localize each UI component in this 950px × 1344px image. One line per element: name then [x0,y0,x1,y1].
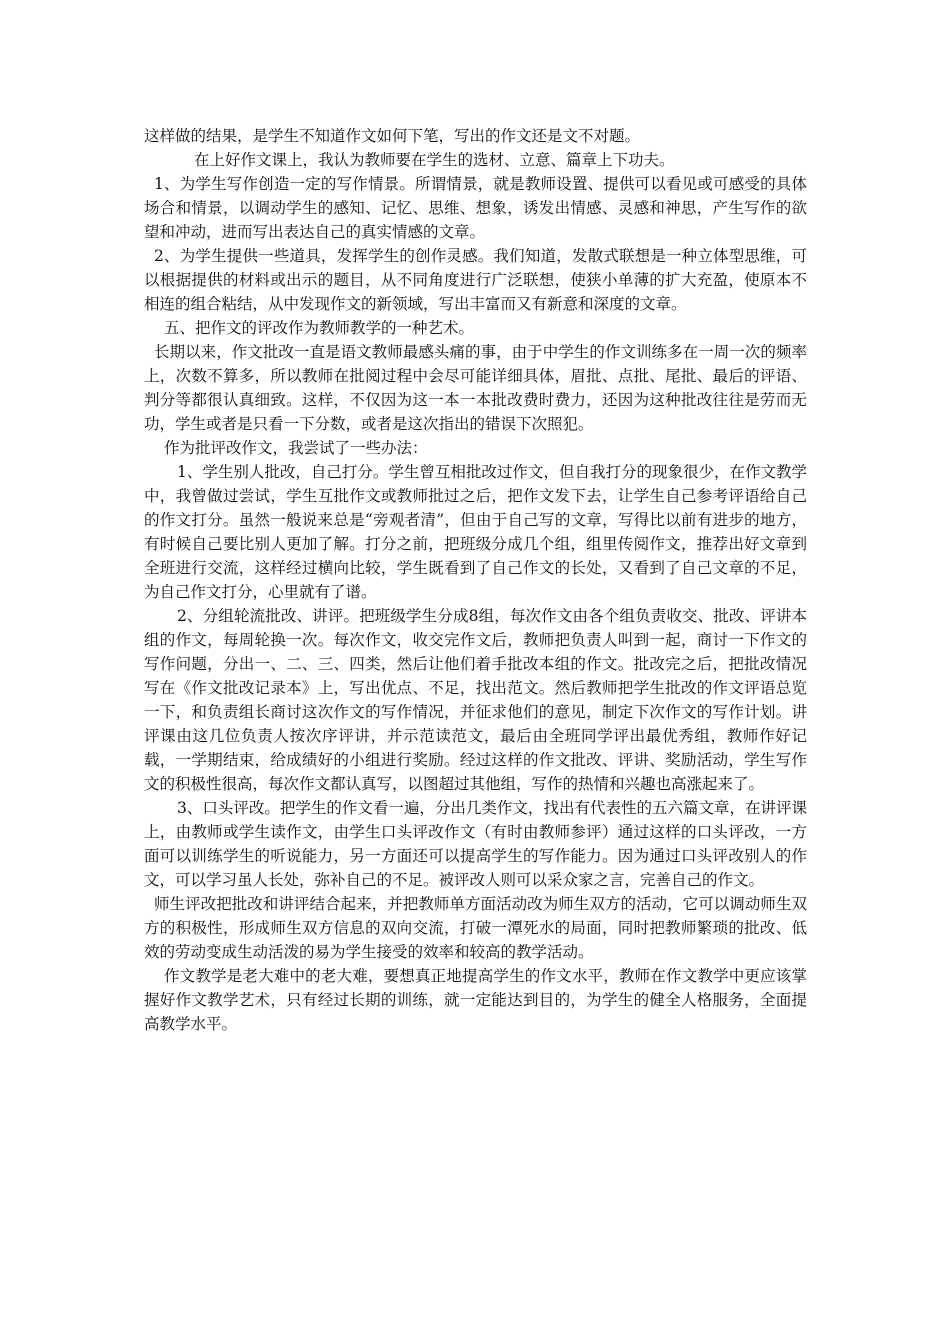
paragraph-2: 在上好作文课上，我认为教师要在学生的选材、立意、篇章上下功夫。 [194,151,675,169]
paragraph-9: 2、分组轮流批改、讲评。把班级学生分成8组，每次作文由各个组负责收交、批改、评讲本组的作文，每周轮换一次。每次作文，收交完作文后，教师把负责人叫到一起，商讨一下作文的写作问题，分出一、二、三、四类，然后让他们着手批改本组的作文。批改完之后，把批改情况写在《作文批改记录本》上，写出优点、不足，找出范文。然后教师把学生批改的作文评语总览一下，和负责组长商讨这次作文的写作情况，并征求他们的意见，制定下次作文的写作计划。讲评课由这几位负责人按次序评讲，并示范读范文，最后由全班同学评出最优秀组，教师作好记载，一学期结束，给成绩好的小组进行奖励。经过这样的作文批改、评讲、奖励活动，学生写作文的积极性很高，每次作文都认真写，以图超过其他组，写作的热情和兴趣也高涨起来了。 [144,607,807,793]
paragraph-3: 1、为学生写作创造一定的写作情景。所谓情景，就是教师设置、提供可以看见或可感受的具体场合和情景，以调动学生的感知、记忆、思维、想象，诱发出情感、灵感和神思，产生写作的欲望和冲动，进而写出表达自己的真实情感的文章。 [144,175,807,241]
paragraph-8: 1、学生别人批改，自己打分。学生曾互相批改过作文，但自我打分的现象很少，在作文教学中，我曾做过尝试，学生互批作文或教师批过之后，把作文发下去，让学生自己参考评语给自己的作文打分。虽然一般说来总是“旁观者清”，但由于自己写的文章，写得比以前有进步的地方，有时候自己要比别人更加了解。打分之前，把班级分成几个组，组里传阅作文，推荐出好文章到全班进行交流，这样经过横向比较，学生既看到了自己作文的长处，又看到了自己文章的不足，为自己作文打分，心里就有了谱。 [144,463,807,601]
document-body [144,124,807,1036]
paragraph-10: 3、口头评改。把学生的作文看一遍，分出几类作文，找出有代表性的五六篇文章，在讲评课上，由教师或学生读作文，由学生口头评改作文（有时由教师参评）通过这样的口头评改，一方面可以训练学生的听说能力，另一方面还可以提高学生的写作能力。因为通过口头评改别人的作文，可以学习虽人长处，弥补自己的不足。被评改人则可以采众家之言，完善自己的作文。 [144,799,807,889]
section-heading-five: 五、把作文的评改作为教师教学的一种艺术。 [164,319,475,337]
paragraph-4: 2、为学生提供一些道具，发挥学生的创作灵感。我们知道，发散式联想是一种立体型思维，可以根据提供的材料或出示的题目，从不同角度进行广泛联想，使狭小单薄的扩大充盈，使原本不相连的组合粘结，从中发现作文的新领域，写出丰富而又有新意和深度的文章。 [144,247,807,313]
paragraph-7: 作为批评改作文，我尝试了一些办法： [164,439,428,457]
paragraph-6: 长期以来，作文批改一直是语文教师最感头痛的事，由于中学生的作文训练多在一周一次的频率上，次数不算多，所以教师在批阅过程中会尽可能详细具体，眉批、点批、尾批、最后的评语、判分等都很认真细致。这样，不仅因为这一本一本批改费时费力，还因为这种批改往往是劳而无功，学生或者是只看一下分数，或者是这次指出的错误下次照犯。 [144,343,807,433]
paragraph-11: 师生评改把批改和讲评结合起来，并把教师单方面活动改为师生双方的活动，它可以调动师生双方的积极性，形成师生双方信息的双向交流，打破一潭死水的局面，同时把教师繁琐的批改、低效的劳动变成生动活泼的易为学生接受的效率和较高的教学活动。 [144,895,807,961]
paragraph-12: 作文教学是老大难中的老大难，要想真正地提高学生的作文水平，教师在作文教学中更应该掌握好作文教学艺术，只有经过长期的训练，就一定能达到目的，为学生的健全人格服务，全面提高教学水平。 [144,967,807,1033]
paragraph-1: 这样做的结果，是学生不知道作文如何下笔，写出的作文还是文不对题。 [144,127,641,145]
